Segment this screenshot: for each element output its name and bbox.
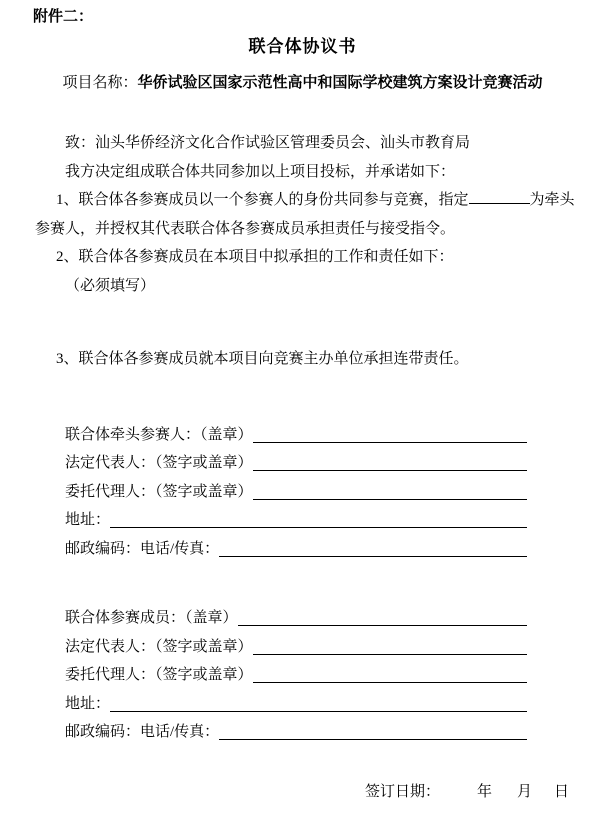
signature-row-legal-rep — [65, 453, 527, 482]
lead-member-signature-block — [65, 425, 527, 568]
year-label: 年 — [477, 783, 493, 800]
signature-row-member-legal-rep — [65, 637, 527, 666]
signature-row-lead-member — [65, 425, 527, 454]
paragraph-item2: 2、联合体各参赛成员在本项目中拟承担的工作和责任如下： — [56, 249, 454, 265]
field-fill-line-authorized-agent[interactable] — [253, 482, 527, 500]
field-label-member-legal-rep: 法定代表人：（签字或盖章） — [65, 638, 253, 655]
field-fill-line-legal-rep[interactable] — [253, 453, 527, 471]
signature-row-member-authorized-agent — [65, 665, 527, 694]
field-fill-line-member-postcode-phone[interactable] — [219, 722, 527, 740]
signature-row-member — [65, 608, 527, 637]
field-label-legal-rep: 法定代表人：（签字或盖章） — [65, 455, 253, 471]
day-label: 日 — [554, 783, 570, 800]
field-label-authorized-agent: 委托代理人：（签字或盖章） — [65, 483, 253, 500]
field-label-address: 地址： — [65, 512, 111, 528]
field-fill-line-postcode-phone[interactable] — [219, 539, 527, 557]
document-title: 联合体协议书 — [248, 37, 357, 56]
signature-row-address — [65, 510, 527, 539]
field-fill-line-lead-member[interactable] — [253, 425, 527, 443]
month-label: 月 — [517, 783, 533, 800]
paragraph-item3: 3、联合体各参赛成员就本项目向竞赛主办单位承担连带责任。 — [56, 351, 469, 367]
signature-row-member-address — [65, 694, 527, 723]
must-fill-note: （必须填写） — [65, 277, 156, 294]
field-label-member-postcode-phone: 邮政编码：电话/传真： — [65, 724, 220, 740]
field-fill-line-member-address[interactable] — [110, 694, 527, 712]
paragraph-declaration: 我方决定组成联合体共同参加以上项目投标，并承诺如下： — [65, 163, 456, 180]
paragraph-item1-line1 — [35, 186, 601, 215]
body-text — [35, 129, 601, 374]
field-label-member: 联合体参赛成员：（盖章） — [65, 610, 238, 626]
field-fill-line-address[interactable] — [110, 510, 527, 528]
field-label-postcode-phone: 邮政编码：电话/传真： — [65, 540, 220, 557]
signature-row-authorized-agent — [65, 482, 527, 511]
signature-row-member-postcode-phone — [65, 722, 527, 751]
field-label-member-authorized-agent: 委托代理人：（签字或盖章） — [65, 667, 253, 683]
signing-date-line — [350, 767, 605, 818]
lead-member-name-blank[interactable] — [469, 190, 530, 204]
item1-text-after-blank: 为牵头 — [529, 192, 575, 208]
item1-text-before-blank: 1、联合体各参赛成员以一个参赛人的身份共同参与竞赛，指定 — [56, 192, 469, 208]
attachment-label: 附件二： — [33, 9, 94, 25]
field-label-member-address: 地址： — [65, 695, 111, 712]
project-name-value: 华侨试验区国家示范性高中和国际学校建筑方案设计竞赛活动 — [137, 75, 543, 91]
field-fill-line-member-authorized-agent[interactable] — [253, 665, 527, 683]
project-name-label: 项目名称： — [62, 75, 138, 91]
signing-date-label: 签订日期： — [365, 783, 441, 800]
member-signature-block — [65, 608, 527, 751]
paragraph-item1-line2: 参赛人，并授权其代表联合体各参赛成员承担责任与接受指令。 — [35, 220, 456, 237]
project-name-line — [0, 73, 605, 93]
field-label-lead-member: 联合体牵头参赛人：（盖章） — [65, 426, 253, 443]
paragraph-addressee: 致：汕头华侨经济文化合作试验区管理委员会、汕头市教育局 — [65, 135, 471, 151]
field-fill-line-member-legal-rep[interactable] — [253, 637, 527, 655]
signature-row-postcode-phone — [65, 539, 527, 568]
field-fill-line-member[interactable] — [238, 608, 527, 626]
